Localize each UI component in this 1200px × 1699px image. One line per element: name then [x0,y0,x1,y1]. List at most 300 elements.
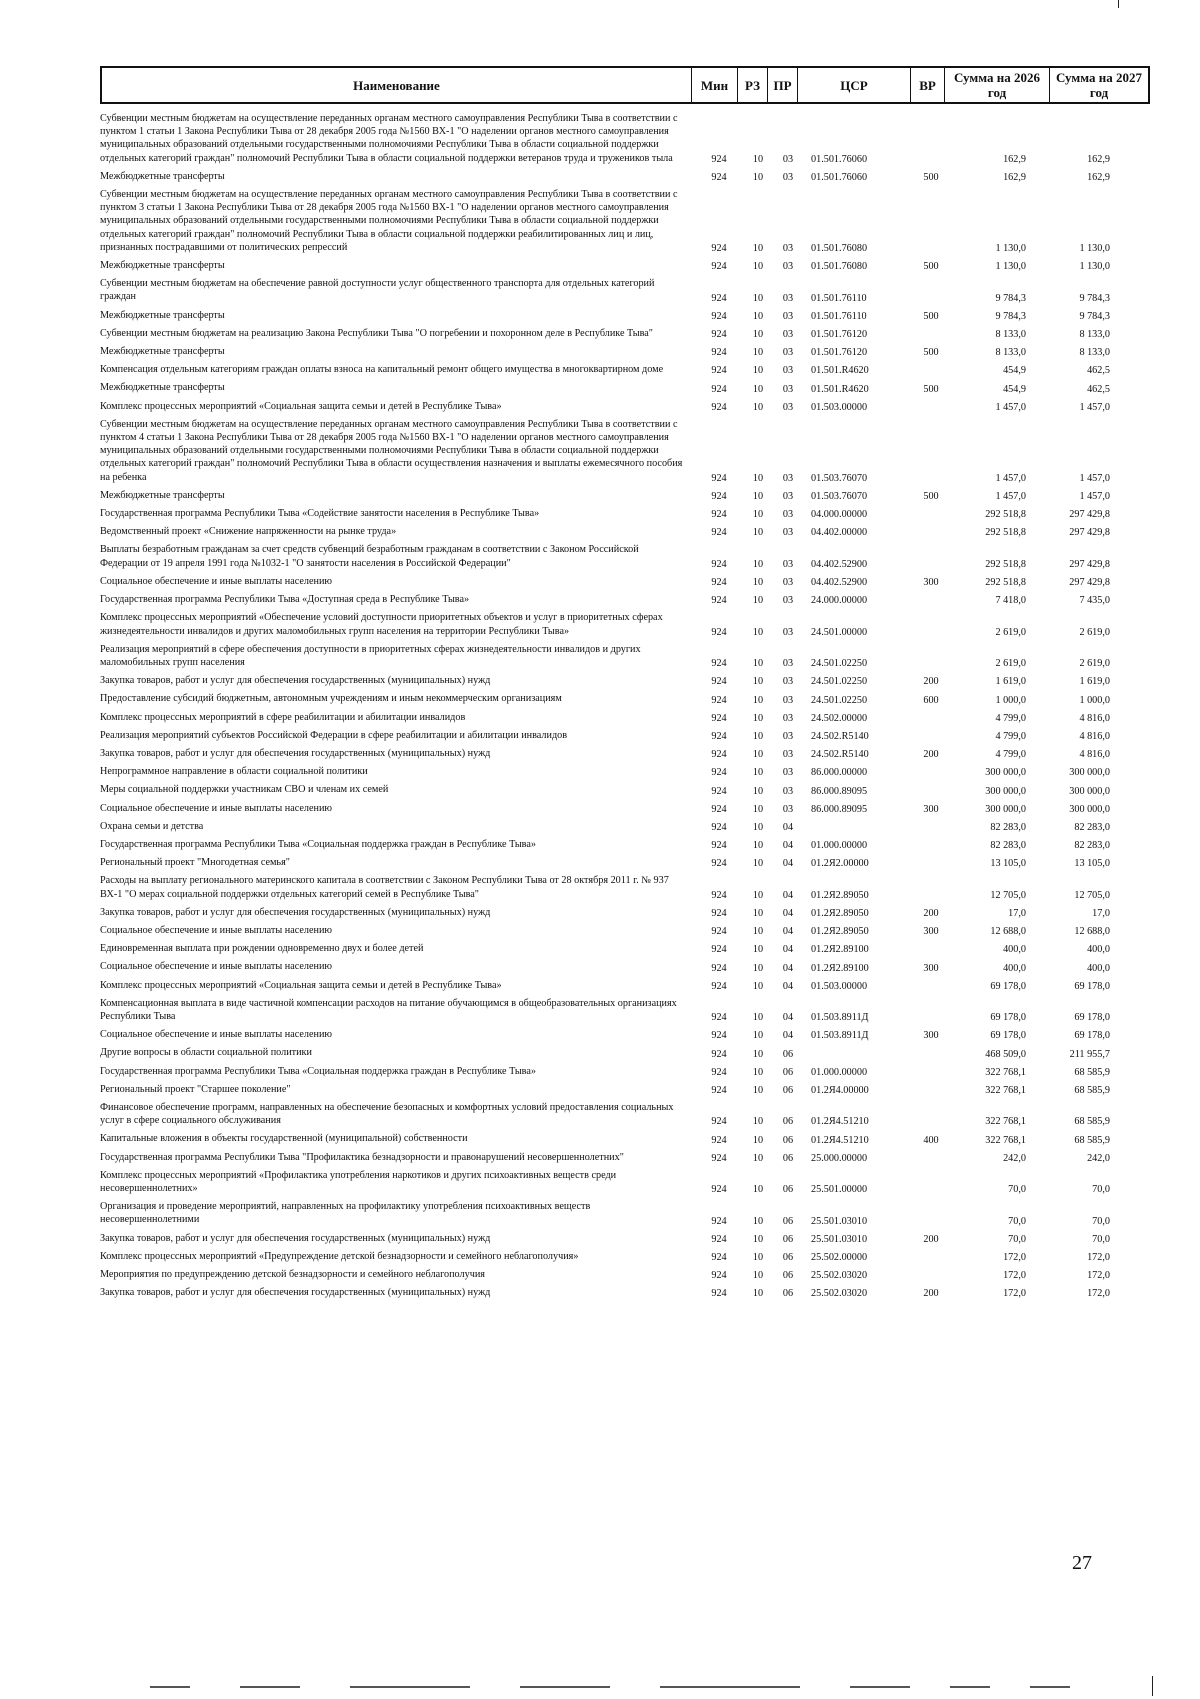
row-name: Реализация мероприятий в сфере обеспечения доступности в приоритетных сферах жизнедеятельности инвалидов и других маломобильных групп населения [100,643,641,668]
row-csr: 01.000.00000 [811,840,868,852]
row-min: 924 [711,926,727,938]
row-rz: 10 [752,803,764,815]
row-csr: 01.501.R4620 [811,365,869,377]
row-sum-2026: 162,9 [1003,153,1026,165]
row-rz: 10 [752,944,764,956]
row-name: Охрана семьи и детства [100,820,204,832]
row-sum-2027: 68 585,9 [1074,1134,1110,1146]
row-name: Закупка товаров, работ и услуг для обеспечения государственных (муниципальных) нужд [100,747,491,759]
row-sum-2026: 322 768,1 [985,1066,1026,1078]
row-sum-2027: 462,5 [1087,383,1110,395]
row-rz: 10 [752,1270,764,1282]
table-row [100,709,1150,727]
row-name: Закупка товаров, работ и услуг для обеспечения государственных (муниципальных) нужд [100,675,491,687]
row-min: 924 [711,889,727,901]
row-sum-2026: 454,9 [1003,365,1026,377]
row-vr: 500 [923,383,939,395]
row-sum-2027: 462,5 [1087,365,1110,377]
row-pr: 04 [782,1012,794,1024]
row-sum-2027: 300 000,0 [1069,767,1110,779]
row-rz: 10 [752,907,764,919]
row-sum-2026: 70,0 [1008,1184,1026,1196]
row-min: 924 [711,383,727,395]
row-min: 924 [711,243,727,255]
row-name: Ведомственный проект «Снижение напряженности на рынке труда» [100,526,397,538]
row-sum-2026: 172,0 [1003,1252,1026,1264]
row-min: 924 [711,962,727,974]
row-pr: 03 [782,329,794,341]
row-name: Организация и проведение мероприятий, направленных на профилактику употребления психоактивных веществ несовершеннолетними [100,1201,591,1226]
row-pr: 04 [782,858,794,870]
table-row [100,307,1150,325]
row-name: Реализация мероприятий субъектов Российской Федерации в сфере реабилитации и абилитации инвалидов [100,729,568,741]
row-min: 924 [711,261,727,273]
table-row [100,672,1150,690]
row-vr: 500 [923,261,939,273]
row-min: 924 [711,1116,727,1128]
table-row [100,1026,1150,1044]
row-rz: 10 [752,1116,764,1128]
row-rz: 10 [752,1252,764,1264]
table-row [100,257,1150,275]
row-sum-2027: 69 178,0 [1074,980,1110,992]
row-csr: 25.501.03010 [811,1233,868,1245]
row-sum-2026: 13 105,0 [990,858,1026,870]
row-rz: 10 [752,153,764,165]
row-sum-2027: 172,0 [1087,1288,1110,1300]
row-vr: 200 [923,1233,939,1245]
row-rz: 10 [752,962,764,974]
row-pr: 04 [782,980,794,992]
row-min: 924 [711,1066,727,1078]
table-row [100,343,1150,361]
row-name: Компенсационная выплата в виде частичной компенсации расходов на питание обучающимся в общеобразовательных организациях Республики Тыва [100,997,677,1022]
row-sum-2026: 322 768,1 [985,1084,1026,1096]
row-sum-2026: 9 784,3 [995,292,1026,304]
row-min: 924 [711,1184,727,1196]
row-sum-2027: 2 619,0 [1079,658,1110,670]
row-pr: 06 [782,1084,794,1096]
row-pr: 06 [782,1288,794,1300]
row-rz: 10 [752,1233,764,1245]
row-csr: 24.502.R5140 [811,749,869,761]
row-sum-2026: 292 518,8 [985,509,1026,521]
row-name: Межбюджетные трансферты [100,260,225,272]
row-sum-2026: 1 457,0 [995,472,1026,484]
row-sum-2026: 292 518,8 [985,558,1026,570]
row-pr: 03 [782,310,794,322]
row-pr: 03 [782,261,794,273]
table-row [100,591,1150,609]
table-row [100,1266,1150,1284]
row-vr: 300 [923,1030,939,1042]
row-min: 924 [711,292,727,304]
row-sum-2027: 1 130,0 [1079,261,1110,273]
row-sum-2026: 162,9 [1003,172,1026,184]
table-row [100,745,1150,763]
row-rz: 10 [752,785,764,797]
row-csr: 01.503.76070 [811,472,868,484]
row-vr: 200 [923,907,939,919]
row-min: 924 [711,1084,727,1096]
scan-edge-line [950,1686,990,1688]
row-csr: 01.501.76110 [811,292,867,304]
header-vr: ВР [910,68,944,102]
corner-mark-top [1118,0,1119,8]
row-sum-2027: 9 784,3 [1079,310,1110,322]
row-sum-2026: 2 619,0 [995,658,1026,670]
row-sum-2026: 1 130,0 [995,243,1026,255]
row-rz: 10 [752,310,764,322]
row-min: 924 [711,1134,727,1146]
row-sum-2027: 9 784,3 [1079,292,1110,304]
table-row [100,1130,1150,1148]
row-csr: 01.501.R4620 [811,383,869,395]
row-sum-2026: 4 799,0 [995,749,1026,761]
row-csr: 01.2Я2.00000 [811,858,869,870]
row-sum-2026: 82 283,0 [990,840,1026,852]
row-sum-2026: 454,9 [1003,383,1026,395]
row-min: 924 [711,676,727,688]
row-min: 924 [711,1048,727,1060]
row-pr: 03 [782,694,794,706]
row-min: 924 [711,858,727,870]
row-pr: 06 [782,1252,794,1264]
table-row [100,940,1150,958]
row-sum-2026: 9 784,3 [995,310,1026,322]
row-vr: 300 [923,803,939,815]
row-csr: 01.2Я4.51210 [811,1134,869,1146]
row-rz: 10 [752,1084,764,1096]
table-row [100,641,1150,672]
row-pr: 03 [782,658,794,670]
row-min: 924 [711,472,727,484]
row-name: Непрограммное направление в области социальной политики [100,766,368,778]
row-rz: 10 [752,329,764,341]
row-vr: 400 [923,1134,939,1146]
row-sum-2026: 8 133,0 [995,347,1026,359]
row-csr: 25.502.03020 [811,1270,868,1282]
row-name: Расходы на выплату регионального материнского капитала в соответствии с Законом Республики Тыва от 28 октября 2011 г. № 937 ВХ-1 "О мерах социальной поддержки отдельных категорий семей в Республике Тыва" [100,875,669,900]
row-rz: 10 [752,509,764,521]
header-min: Мин [691,68,737,102]
row-sum-2026: 1 130,0 [995,261,1026,273]
row-name: Государственная программа Республики Тыва «Социальная поддержка граждан в Республике Тыва» [100,838,536,850]
row-csr: 01.2Я2.89050 [811,907,869,919]
table-row [100,168,1150,186]
row-min: 924 [711,944,727,956]
row-sum-2027: 172,0 [1087,1270,1110,1282]
row-sum-2027: 162,9 [1087,153,1110,165]
row-min: 924 [711,980,727,992]
row-name: Закупка товаров, работ и услуг для обеспечения государственных (муниципальных) нужд [100,1232,491,1244]
table-row [100,1248,1150,1266]
row-csr: 01.503.00000 [811,980,868,992]
row-min: 924 [711,365,727,377]
row-min: 924 [711,712,727,724]
table-row [100,505,1150,523]
row-sum-2027: 12 705,0 [1074,889,1110,901]
row-sum-2026: 70,0 [1008,1215,1026,1227]
row-rz: 10 [752,558,764,570]
row-min: 924 [711,694,727,706]
row-sum-2027: 68 585,9 [1074,1066,1110,1078]
row-name: Субвенции местным бюджетам на реализацию Закона Республики Тыва "О погребении и похоронном деле в Республике Тыва" [100,327,653,339]
scan-edge-line [520,1686,610,1688]
row-csr: 86.000.00000 [811,767,868,779]
row-name: Государственная программа Республики Тыва «Доступная среда в Республике Тыва» [100,594,470,606]
row-csr: 25.501.03010 [811,1215,868,1227]
table-row [100,609,1150,640]
row-pr: 06 [782,1116,794,1128]
row-csr: 01.503.00000 [811,401,868,413]
row-sum-2026: 322 768,1 [985,1134,1026,1146]
row-csr: 24.501.02250 [811,694,868,706]
row-pr: 03 [782,491,794,503]
table-row [100,995,1150,1026]
table-row [100,800,1150,818]
table-row [100,398,1150,416]
row-csr: 01.501.76080 [811,243,868,255]
row-csr: 25.501.00000 [811,1184,868,1196]
table-row [100,836,1150,854]
row-sum-2026: 300 000,0 [985,785,1026,797]
row-rz: 10 [752,926,764,938]
table-row [100,781,1150,799]
row-rz: 10 [752,243,764,255]
row-sum-2027: 12 688,0 [1074,926,1110,938]
row-min: 924 [711,329,727,341]
row-name: Социальное обеспечение и иные выплаты населению [100,924,333,936]
table-row [100,487,1150,505]
row-min: 924 [711,527,727,539]
row-pr: 06 [782,1233,794,1245]
row-sum-2027: 8 133,0 [1079,347,1110,359]
row-rz: 10 [752,694,764,706]
row-rz: 10 [752,889,764,901]
table-row [100,1063,1150,1081]
row-rz: 10 [752,821,764,833]
row-pr: 06 [782,1152,794,1164]
row-min: 924 [711,1270,727,1282]
row-csr: 01.503.8911Д [811,1030,869,1042]
table-row [100,904,1150,922]
row-csr: 01.2Я2.89050 [811,889,869,901]
row-name: Межбюджетные трансферты [100,170,225,182]
row-vr: 500 [923,347,939,359]
row-sum-2027: 172,0 [1087,1252,1110,1264]
row-name: Комплекс процессных мероприятий «Предупреждение детской безнадзорности и семейного неблагополучия» [100,1250,579,1262]
row-csr: 04.402.00000 [811,527,868,539]
row-vr: 200 [923,676,939,688]
row-csr: 01.2Я4.51210 [811,1116,869,1128]
row-csr: 25.502.00000 [811,1252,868,1264]
row-name: Региональный проект "Старшее поколение" [100,1083,291,1095]
row-name: Меры социальной поддержки участникам СВО и членам их семей [100,784,389,796]
row-csr: 25.000.00000 [811,1152,868,1164]
row-pr: 03 [782,401,794,413]
row-min: 924 [711,172,727,184]
row-min: 924 [711,767,727,779]
row-min: 924 [711,1030,727,1042]
row-min: 924 [711,558,727,570]
corner-mark-bottom [1152,1676,1153,1696]
row-sum-2027: 82 283,0 [1074,821,1110,833]
row-csr: 01.000.00000 [811,1066,868,1078]
row-min: 924 [711,1012,727,1024]
row-sum-2027: 1 000,0 [1079,694,1110,706]
row-sum-2026: 69 178,0 [990,1030,1026,1042]
table-row [100,416,1150,487]
row-rz: 10 [752,1066,764,1078]
row-pr: 03 [782,509,794,521]
page-number: 27 [1072,1552,1092,1574]
row-csr: 04.000.00000 [811,509,868,521]
table-row [100,361,1150,379]
row-sum-2026: 7 418,0 [995,595,1026,607]
row-csr: 01.2Я2.89100 [811,944,869,956]
row-min: 924 [711,840,727,852]
row-sum-2027: 4 816,0 [1079,712,1110,724]
row-min: 924 [711,1233,727,1245]
row-pr: 03 [782,172,794,184]
row-rz: 10 [752,840,764,852]
row-min: 924 [711,1152,727,1164]
row-csr: 01.501.76060 [811,153,868,165]
row-sum-2027: 69 178,0 [1074,1030,1110,1042]
scan-edge-line [850,1686,910,1688]
row-rz: 10 [752,472,764,484]
row-sum-2027: 82 283,0 [1074,840,1110,852]
row-sum-2026: 400,0 [1003,962,1026,974]
row-sum-2026: 1 619,0 [995,676,1026,688]
row-pr: 03 [782,527,794,539]
row-sum-2026: 69 178,0 [990,980,1026,992]
row-pr: 06 [782,1215,794,1227]
row-pr: 03 [782,749,794,761]
row-csr: 24.502.00000 [811,712,868,724]
row-min: 924 [711,907,727,919]
row-sum-2027: 400,0 [1087,962,1110,974]
row-rz: 10 [752,1288,764,1300]
row-csr: 24.501.00000 [811,626,868,638]
row-sum-2026: 292 518,8 [985,577,1026,589]
row-rz: 10 [752,261,764,273]
row-rz: 10 [752,595,764,607]
row-rz: 10 [752,1215,764,1227]
row-pr: 06 [782,1066,794,1078]
row-name: Межбюджетные трансферты [100,309,225,321]
row-name: Государственная программа Республики Тыва «Содействие занятости населения в Республике Тыва» [100,508,540,520]
row-pr: 03 [782,472,794,484]
row-name: Межбюджетные трансферты [100,382,225,394]
row-name: Компенсация отдельным категориям граждан оплаты взноса на капитальный ремонт общего имущества в многоквартирном доме [100,364,664,376]
row-sum-2027: 162,9 [1087,172,1110,184]
row-sum-2027: 1 457,0 [1079,472,1110,484]
row-rz: 10 [752,858,764,870]
header-csr: ЦСР [797,68,910,102]
row-pr: 03 [782,595,794,607]
row-pr: 04 [782,907,794,919]
row-rz: 10 [752,676,764,688]
scan-edge-line [660,1686,800,1688]
row-sum-2026: 4 799,0 [995,730,1026,742]
row-pr: 04 [782,926,794,938]
row-pr: 03 [782,347,794,359]
header-pr: ПР [767,68,797,102]
row-name: Государственная программа Республики Тыва "Профилактика безнадзорности и правонарушений несовершеннолетних" [100,1151,624,1163]
header-name: Наименование [353,77,440,93]
row-pr: 04 [782,840,794,852]
table-row [100,922,1150,940]
table-row [100,110,1150,168]
row-min: 924 [711,1288,727,1300]
row-rz: 10 [752,712,764,724]
table-row [100,523,1150,541]
row-sum-2026: 4 799,0 [995,712,1026,724]
row-sum-2026: 1 457,0 [995,491,1026,503]
row-sum-2026: 70,0 [1008,1233,1026,1245]
row-min: 924 [711,310,727,322]
header-rz: РЗ [737,68,767,102]
row-csr: 01.501.76120 [811,329,868,341]
row-rz: 10 [752,767,764,779]
row-sum-2027: 297 429,8 [1069,509,1110,521]
row-pr: 06 [782,1134,794,1146]
row-sum-2026: 1 000,0 [995,694,1026,706]
row-name: Комплекс процессных мероприятий «Социальная защита семьи и детей в Республике Тыва» [100,979,502,991]
row-sum-2027: 69 178,0 [1074,1012,1110,1024]
row-rz: 10 [752,401,764,413]
table-row [100,1044,1150,1062]
row-name: Мероприятия по предупреждению детской безнадзорности и семейного неблагополучия [100,1269,485,1281]
row-pr: 04 [782,944,794,956]
row-vr: 500 [923,310,939,322]
row-name: Социальное обеспечение и иные выплаты населению [100,1029,333,1041]
table-row [100,872,1150,903]
row-pr: 04 [782,1030,794,1042]
row-sum-2027: 297 429,8 [1069,577,1110,589]
row-pr: 03 [782,558,794,570]
row-sum-2027: 70,0 [1092,1215,1110,1227]
row-csr: 04.402.52900 [811,577,868,589]
table-row [100,1284,1150,1302]
row-min: 924 [711,785,727,797]
row-vr: 300 [923,577,939,589]
row-rz: 10 [752,365,764,377]
row-min: 924 [711,803,727,815]
row-sum-2026: 300 000,0 [985,767,1026,779]
row-rz: 10 [752,1184,764,1196]
table-body [100,110,1150,1302]
table-row [100,379,1150,397]
scan-edge-line [150,1686,190,1688]
row-min: 924 [711,730,727,742]
table-row [100,573,1150,591]
row-sum-2026: 172,0 [1003,1270,1026,1282]
row-name: Комплекс процессных мероприятий «Профилактика употребления наркотиков и других психоактивных веществ среди несовершеннолетних» [100,1169,617,1194]
row-sum-2026: 468 509,0 [985,1048,1026,1060]
row-vr: 200 [923,1288,939,1300]
row-sum-2027: 300 000,0 [1069,785,1110,797]
row-sum-2026: 172,0 [1003,1288,1026,1300]
row-csr: 01.2Я2.89050 [811,926,869,938]
row-csr: 25.502.03020 [811,1288,868,1300]
row-rz: 10 [752,626,764,638]
row-rz: 10 [752,1030,764,1042]
row-vr: 300 [923,962,939,974]
row-pr: 03 [782,676,794,688]
